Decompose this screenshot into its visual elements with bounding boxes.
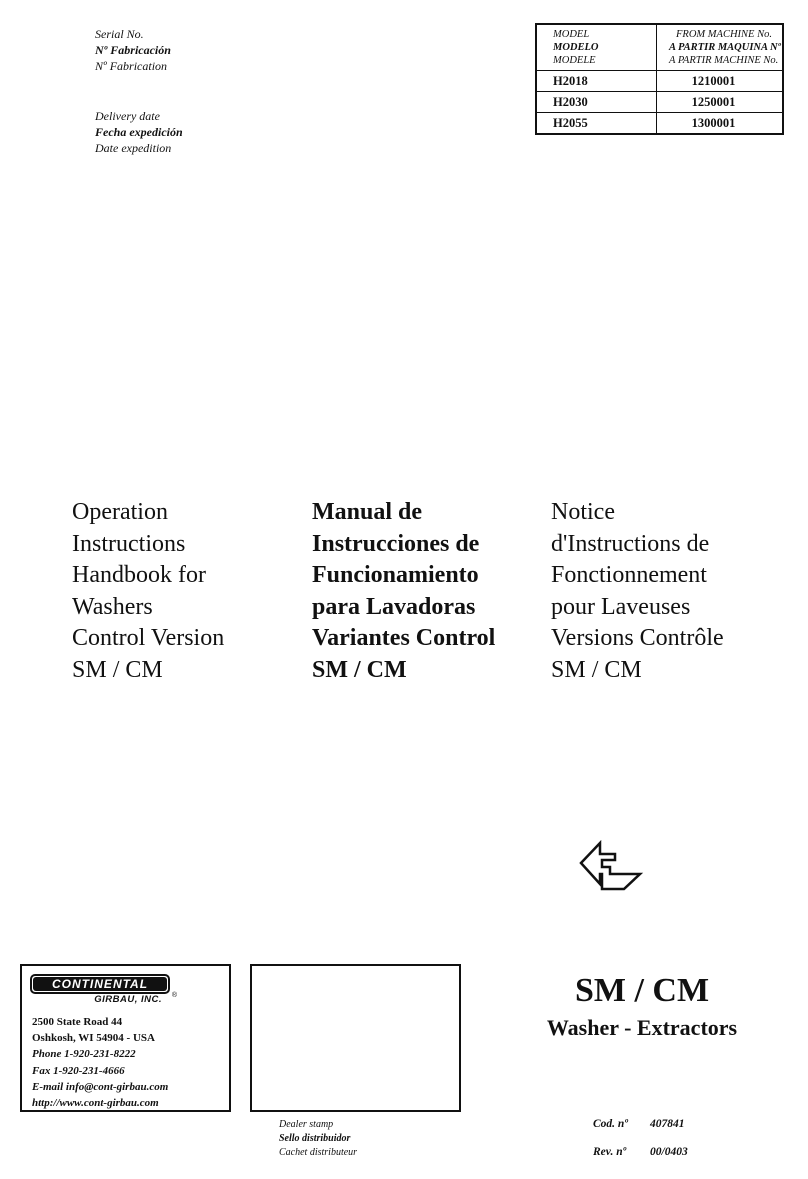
rev-value: 00/0403 xyxy=(650,1146,688,1158)
table-row xyxy=(536,113,783,135)
title-line: Operation xyxy=(72,499,168,525)
serial-label-fr: Nº Fabrication xyxy=(95,59,168,73)
registered-mark: ® xyxy=(171,992,177,999)
address-line-2: Oshkosh, WI 54904 - USA xyxy=(32,1032,155,1045)
model-header-fr: MODELE xyxy=(553,55,596,66)
dealer-stamp-label xyxy=(279,1118,357,1160)
title-line: Versions Contrôle xyxy=(551,625,724,652)
product-subtitle: Washer - Extractors xyxy=(546,1015,738,1040)
logo-subtext: GIRBAU, INC. xyxy=(94,994,162,1005)
title-line: d'Instructions de xyxy=(551,530,710,557)
title-line: Control Version xyxy=(72,625,225,652)
serial-label xyxy=(95,26,171,74)
rev-number xyxy=(593,1146,688,1158)
title-line: Instrucciones de xyxy=(312,530,480,557)
model-cell: H2055 xyxy=(536,113,657,135)
title-line: Handbook for xyxy=(72,562,206,589)
table-row xyxy=(536,92,783,113)
delivery-label-en: Delivery date xyxy=(95,109,160,123)
model-table-header xyxy=(536,24,783,71)
rev-label: Rev. nº xyxy=(593,1146,627,1158)
model-header-es: MODELO xyxy=(553,42,599,53)
title-line: Fonctionnement xyxy=(551,562,707,589)
cod-label: Cod. nº xyxy=(593,1118,628,1130)
from-header-en: FROM MACHINE No. xyxy=(676,29,772,40)
title-line: Variantes Control xyxy=(312,625,496,652)
product-title-block xyxy=(522,969,762,1043)
web-line: http://www.cont-girbau.com xyxy=(32,1097,159,1110)
title-english xyxy=(72,497,224,687)
dealer-stamp-box xyxy=(250,964,461,1112)
title-line: para Lavadoras xyxy=(312,593,476,620)
title-line: SM / CM xyxy=(312,656,407,683)
phone-line: Phone 1-920-231-8222 xyxy=(32,1048,136,1061)
from-cell: 1250001 xyxy=(657,92,784,113)
title-line: Funcionamiento xyxy=(312,562,479,589)
cod-number xyxy=(593,1118,685,1130)
title-line: SM / CM xyxy=(72,656,163,683)
model-header-cell xyxy=(536,24,657,71)
title-line: Manual de xyxy=(312,499,423,525)
from-header-fr: A PARTIR MACHINE No. xyxy=(669,55,779,66)
company-address-box xyxy=(20,964,231,1112)
from-header-es: A PARTIR MAQUINA Nº xyxy=(669,42,781,53)
delivery-label-fr: Date expedition xyxy=(95,141,172,155)
return-arrow-icon xyxy=(578,838,644,894)
title-line: SM / CM xyxy=(551,656,642,683)
delivery-label-es: Fecha expedición xyxy=(95,125,183,139)
title-line: Instructions xyxy=(72,530,186,557)
from-cell: 1300001 xyxy=(657,113,784,135)
logo-text: CONTINENTAL xyxy=(33,977,167,991)
address-line-1: 2500 State Road 44 xyxy=(32,1016,123,1028)
title-spanish xyxy=(312,497,495,687)
from-header-cell xyxy=(657,24,784,71)
table-row xyxy=(536,71,783,92)
model-header-en: MODEL xyxy=(553,29,590,40)
dealer-label-es: Sello distribuidor xyxy=(279,1133,351,1144)
title-line: pour Laveuses xyxy=(551,593,691,620)
serial-label-es: Nº Fabricación xyxy=(95,43,171,57)
model-table xyxy=(535,23,784,135)
product-title: SM / CM xyxy=(574,972,710,1009)
email-line: E-mail info@cont-girbau.com xyxy=(32,1080,169,1093)
model-cell: H2030 xyxy=(536,92,657,113)
cod-value: 407841 xyxy=(650,1118,685,1130)
dealer-label-fr: Cachet distributeur xyxy=(279,1147,358,1158)
from-cell: 1210001 xyxy=(657,71,784,92)
continental-logo xyxy=(30,974,177,1005)
title-french xyxy=(551,497,724,687)
serial-label-en: Serial No. xyxy=(95,27,144,41)
dealer-label-en: Dealer stamp xyxy=(279,1119,334,1130)
title-line: Washers xyxy=(72,593,153,620)
fax-line: Fax 1-920-231-4666 xyxy=(32,1064,125,1077)
model-cell: H2018 xyxy=(536,71,657,92)
title-line: Notice xyxy=(551,499,615,525)
company-address xyxy=(32,1014,168,1111)
delivery-label xyxy=(95,108,183,156)
